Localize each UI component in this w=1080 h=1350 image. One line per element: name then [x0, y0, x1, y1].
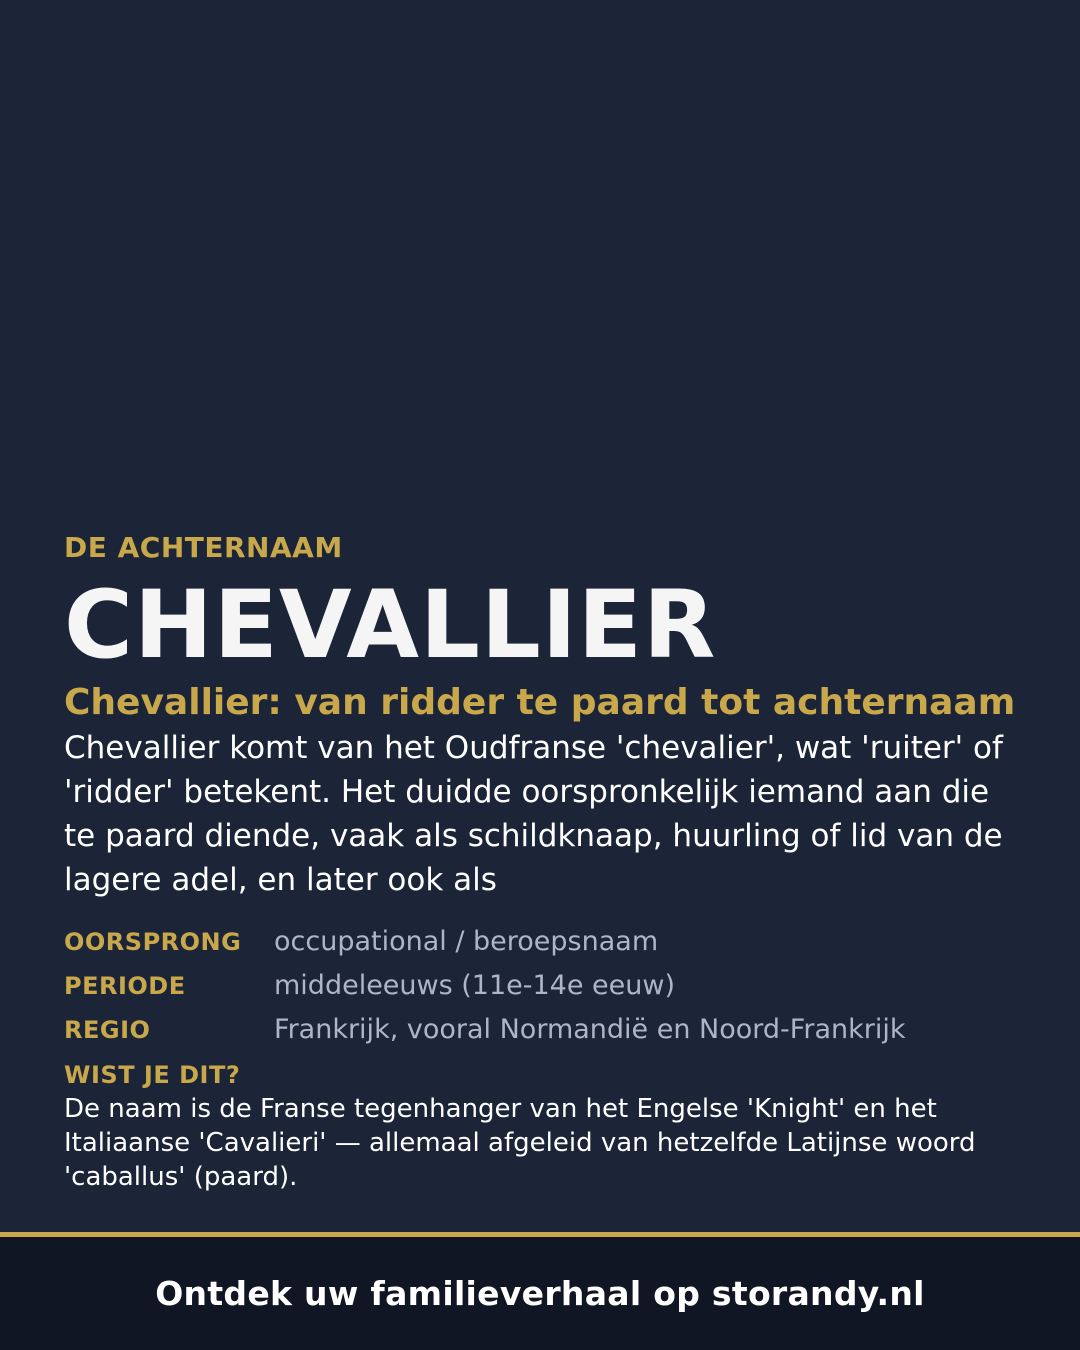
fact-value: occupational / beroepsnaam: [274, 926, 659, 957]
description-text: Chevallier komt van het Oudfranse 'chevalier', wat 'ruiter' of 'ridder' betekent. Het duidde oorspronkelijk iemand aan die te paard diende, vaak als schildknaap, huurling of lid van de lagere adel, en later ook als: [64, 730, 1003, 898]
subtitle: Chevallier: van ridder te paard tot achternaam: [64, 682, 1016, 723]
fact-value: Frankrijk, vooral Normandië en Noord-Frankrijk: [274, 1014, 906, 1045]
did-you-know-text: De naam is de Franse tegenhanger van het Engelse 'Knight' en het Italiaanse 'Cavalieri' — allemaal afgeleid van hetzelfde Latijnse woord 'caballus' (paard).: [64, 1094, 976, 1192]
fact-row-origin: [64, 926, 1024, 970]
fact-label: PERIODE: [64, 972, 186, 1000]
footer-cta-text[interactable]: Ontdek uw familieverhaal op storandy.nl: [155, 1274, 925, 1313]
fact-row-region: [64, 1014, 1024, 1058]
main-content: [64, 530, 1024, 1194]
eyebrow-label: DE ACHTERNAAM: [64, 531, 343, 564]
fact-row-period: [64, 970, 1024, 1014]
fact-label: REGIO: [64, 1016, 151, 1044]
surname-title: CHEVALLIER: [64, 571, 717, 680]
footer-banner: [0, 1232, 1080, 1350]
fact-value: middeleeuws (11e-14e eeuw): [274, 970, 676, 1001]
facts-list: [64, 926, 1024, 1058]
fact-label: OORSPRONG: [64, 928, 242, 956]
did-you-know-label: WIST JE DIT?: [64, 1061, 241, 1089]
